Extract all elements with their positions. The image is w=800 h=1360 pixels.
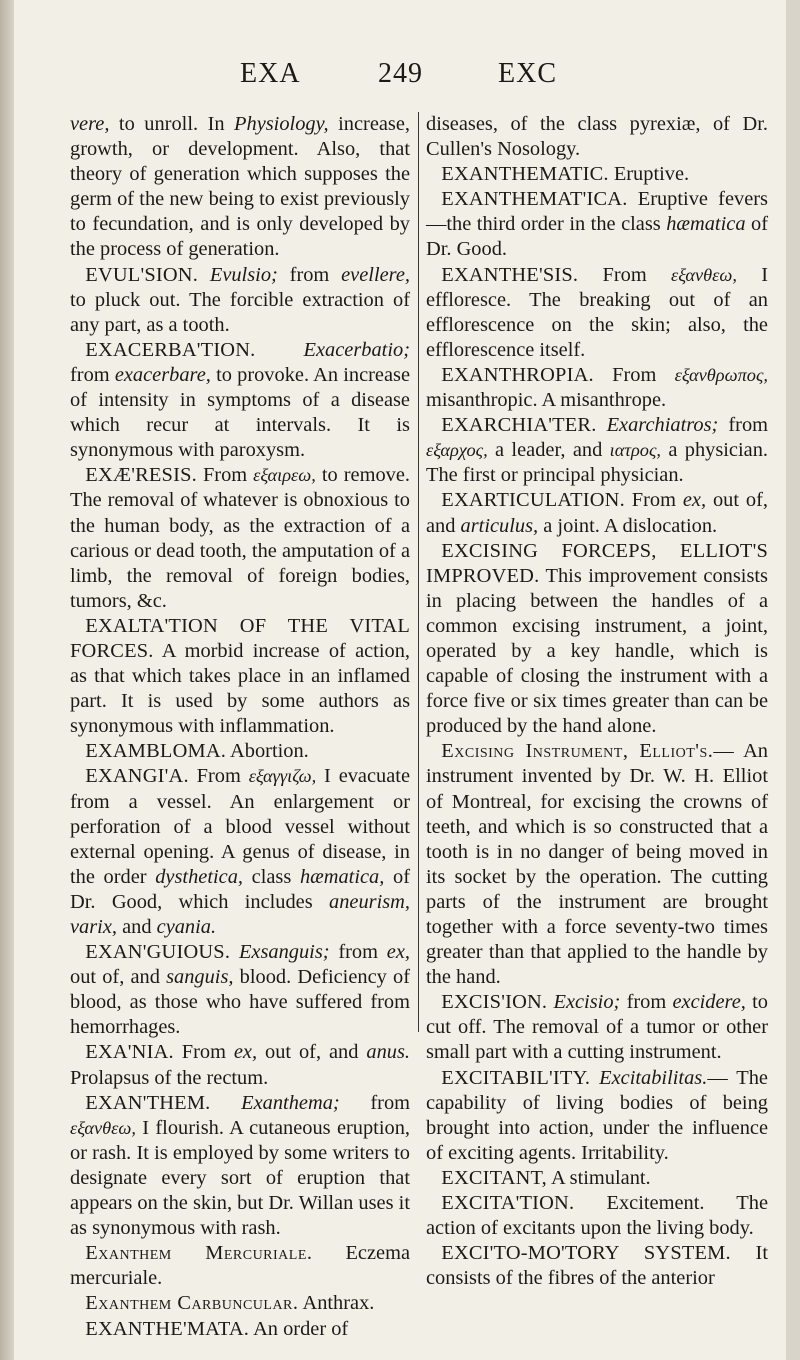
- headword: Exanthem Carbuncular.: [85, 1292, 299, 1315]
- headword: Exanthem Mercuriale.: [85, 1242, 313, 1265]
- entry-exarchiater: EXARCHIA'TER. Exarchiatros; from εξαρχος, a leader, and ιατρος, a physician. The first or principal physician.: [426, 414, 768, 487]
- headword: EXCISING FORCEPS, ELLIOT'S IMPROVED.: [426, 539, 768, 587]
- entry-excitant: EXCITANT, A stimulant.: [441, 1166, 651, 1189]
- entry-exanthesis: EXANTHE'SIS. From εξανθεω, I effloresce. The breaking out of an efflorescence on the skin; also, the efflorescence itself.: [426, 263, 769, 361]
- entry-exanguious: EXAN'GUIOUS. Exsanguis; from ex, out of, and sanguis, blood. Deficiency of blood, as those who have suffered from hemorrhages.: [70, 941, 410, 1039]
- headword: EXANTHROPIA.: [441, 363, 594, 386]
- headword: EXAN'GUIOUS.: [85, 941, 231, 964]
- headword: EXCIS'ION.: [441, 991, 548, 1014]
- entry-exanthematica: EXANTHEMAT'ICA. Eruptive fevers—the third order in the class hæmatica of Dr. Good.: [426, 188, 768, 261]
- headword: EXARTICULATION.: [441, 489, 625, 512]
- entry-exanthropia: EXANTHROPIA. From εξανθρωπος, misanthropic. A misanthrope.: [426, 363, 768, 412]
- entry-exaltation: EXALTA'TION OF THE VITAL FORCES. A morbid increase of action, as that which takes place in an inflamed part. It is used by some authors as synonymous with inflammation.: [70, 614, 410, 738]
- headword: EXACERBA'TION.: [85, 338, 256, 361]
- entry-exania: EXA'NIA. From ex, out of, and anus. Prolapsus of the rectum.: [70, 1041, 410, 1089]
- headword: EXAN'THEM.: [85, 1091, 211, 1114]
- entry-continuation: diseases, of the class pyrexiæ, of Dr. Cullen's Nosology.: [426, 113, 768, 161]
- entry-exanthemata: EXANTHE'MATA. An order of: [85, 1317, 349, 1340]
- headword: EXANGI'A.: [85, 765, 189, 788]
- entry-excision: EXCIS'ION. Excisio; from excidere, to cut off. The removal of a tumor or other small part with a cutting instrument.: [426, 991, 768, 1064]
- headword: EXAMBLOMA.: [85, 740, 227, 763]
- entry-exambloma: EXAMBLOMA. Abortion.: [85, 740, 309, 763]
- entry-exanthem-carbuncular: Exanthem Carbuncular. Anthrax.: [85, 1292, 375, 1315]
- entry-exarticulation: EXARTICULATION. From ex, out of, and articulus, a joint. A dislocation.: [426, 489, 768, 537]
- page-number: 249: [378, 58, 423, 89]
- entry-excising-instrument: Excising Instrument, Elliot's.— An instrument invented by Dr. W. H. Elliot of Montreal, for excising the crowns of teeth, and which is so constructed that a tooth is in no danger of being moved in its socket by the operation. The cutting parts of the instrument are brought together with a force seventy-two times greater than that applied to the handle by the hand.: [426, 740, 768, 989]
- page-edge-shadow: [0, 0, 14, 1360]
- right-column: [426, 112, 768, 1291]
- headword: EXCITA'TION.: [441, 1192, 575, 1215]
- header-left-guide-word: EXA: [240, 58, 301, 89]
- headword: EXALTA'TION OF THE VITAL FORCES.: [70, 614, 410, 662]
- headword: EVUL'SION.: [85, 263, 199, 286]
- entry-evulsion: EVUL'SION. Evulsio; from evellere, to pluck out. The forcible extraction of any part, as a tooth.: [70, 263, 410, 336]
- entry-excitation: EXCITA'TION. Excitement. The action of excitants upon the living body.: [426, 1192, 768, 1240]
- headword: EXA'NIA.: [85, 1041, 174, 1064]
- column-divider: [418, 112, 419, 1032]
- headword: EXCITABIL'ITY.: [441, 1066, 591, 1089]
- entry-excito-motory-system: EXCI'TO-MO'TORY SYSTEM. It consists of the fibres of the anterior: [426, 1242, 768, 1290]
- headword: EXANTHE'MATA.: [85, 1317, 250, 1340]
- headword: Excising Instrument, Elliot's.: [441, 740, 714, 763]
- entry-excitability: EXCITABIL'ITY. Excitabilitas.— The capability of living bodies of being brought into action, under the influence of exciting agents. Irritability.: [426, 1066, 768, 1164]
- entry-exanthem-mercuriale: Exanthem Mercuriale. Eczema mercuriale.: [70, 1242, 410, 1290]
- headword: EXANTHEMAT'ICA.: [441, 188, 628, 211]
- headword: EXÆ'RESIS.: [85, 464, 197, 487]
- header-right-guide-word: EXC: [498, 58, 557, 89]
- headword: EXARCHIA'TER.: [441, 414, 597, 437]
- headword: EXANTHEMATIC.: [441, 163, 609, 186]
- headword: EXANTHE'SIS.: [441, 263, 579, 286]
- entry-exangia: EXANGI'A. From εξαγγιζω, I evacuate from a vessel. An enlargement or perforation of a blood vessel without external opening. A genus of disease, in the order dysthetica, class hæmatica, of Dr. Good, which includes aneurism, varix, and cyania.: [70, 765, 410, 938]
- headword: EXCITANT,: [441, 1166, 547, 1189]
- headword: EXCI'TO-MO'TORY SYSTEM.: [441, 1242, 731, 1265]
- entry-exanthem: EXAN'THEM. Exanthema; from εξανθεω, I flourish. A cutaneous eruption, or rash. It is employed by some writers to designate every sort of eruption that appears on the skin, but Dr. Willan uses it as synonymous with rash.: [70, 1091, 410, 1240]
- entry-exanthematic: EXANTHEMATIC. Eruptive.: [441, 163, 690, 186]
- entry-continuation: vere, to unroll. In Physiology, increase, growth, or development. Also, that theory of generation which supposes the germ of the new being to exist previously to fecundation, and is only developed by the process of generation.: [70, 113, 410, 261]
- entry-exacerbation: EXACERBA'TION. Exacerbatio; from exacerbare, to provoke. An increase of intensity in symptoms of a disease which recur at intervals. It is synonymous with paroxysm.: [70, 338, 411, 462]
- left-column: [70, 112, 410, 1342]
- running-header: [0, 58, 800, 98]
- entry-excising-forceps: EXCISING FORCEPS, ELLIOT'S IMPROVED. This improvement consists in placing between the handles of a common excising instrument, a joint, operated by a key handle, which is capable of closing the instrument with a force five or six times greater than can be produced by the hand alone.: [426, 539, 768, 738]
- entry-exaeresis: EXÆ'RESIS. From εξαιρεω, to remove. The removal of whatever is obnoxious to the human body, as the extraction of a carious or dead tooth, the amputation of a limb, the removal of foreign bodies, tumors, &c.: [70, 464, 410, 612]
